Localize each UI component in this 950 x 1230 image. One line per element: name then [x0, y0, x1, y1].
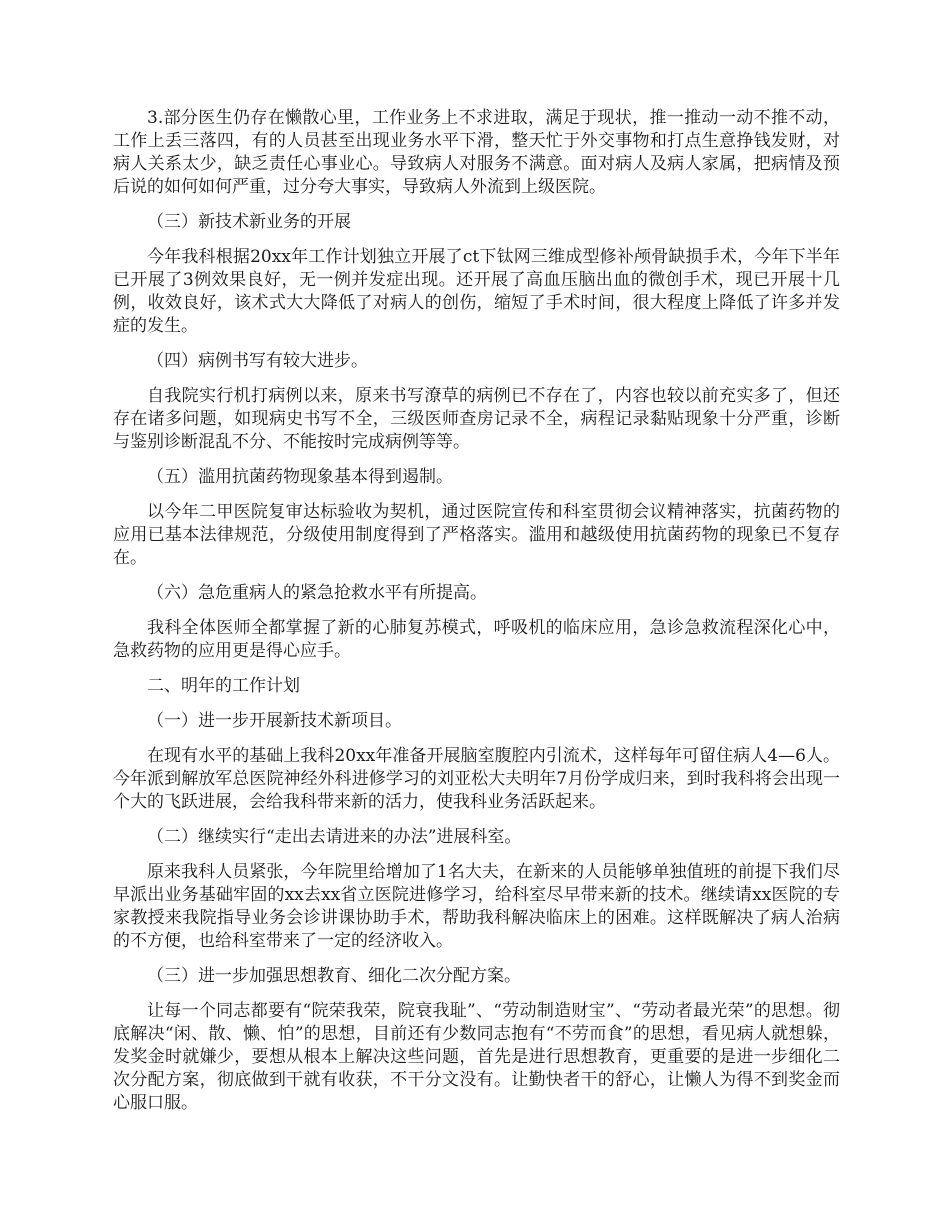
heading-emergency: （六）急危重病人的紧急抢救水平有所提高。	[147, 583, 487, 603]
heading-ideology: （三）进一步加强思想教育、细化二次分配方案。	[147, 966, 521, 986]
para-ideology: 让每一个同志都要有“院荣我荣，院衰我耻”、“劳动制造财宝”、“劳动者最光荣”的思想。彻底解决“闲、散、懒、怕”的思想，目前还有少数同志抱有“不劳而食”的思想，看见病人就想躲，发奖金时就嫌少，要想从根本上解决这些问题，首先是进行思想教育，更重要的是进一步细化二次分配方案，彻底做到干就有收获，不干分文没有。让勤快者干的舒心，让懒人为得不到奖金而心服口服。	[113, 1001, 840, 1113]
heading-new-technology: （三）新技术新业务的开展	[147, 212, 351, 232]
para-new-technology: 今年我科根据20xx年工作计划独立开展了ct下钛网三维成型修补颅骨缺损手术，今年下半年已开展了3例效果良好，无一例并发症出现。还开展了高血压脑出血的微创手术，现已开展十几例，收效良好，该术式大大降低了对病人的创伤，缩短了手术时间，很大程度上降低了许多并发症的发生。	[113, 247, 840, 336]
para-go-out-invite-in: 原来我科人员紧张，今年院里给增加了1名大夫，在新来的人员能够单独值班的前提下我们尽早派出业务基础牢固的xx去xx省立医院进修学习，给科室尽早带来新的技术。继续请xx医院的专家教授来我院指导业务会诊讲课协助手术，帮助我科解决临床上的困难。这样既解决了病人治病的不方便，也给科室带来了一定的经济收入。	[113, 862, 840, 951]
para-emergency: 我科全体医师全都掌握了新的心肺复苏模式，呼吸机的临床应用，急诊急救流程深化心中，急救药物的应用更是得心应手。	[113, 618, 840, 661]
para-new-projects: 在现有水平的基础上我科20xx年准备开展脑室腹腔内引流术，这样每年可留住病人4—6人。今年派到解放军总医院神经外科进修学习的刘亚松大夫明年7月份学成归来，到时我科将会出现一个大的飞跃进展，会给我科带来新的活力，使我科业务活跃起来。	[113, 746, 840, 812]
document-body	[113, 107, 840, 1127]
heading-antibiotics: （五）滥用抗菌药物现象基本得到遏制。	[147, 467, 453, 487]
heading-next-year-plan: 二、明年的工作计划	[147, 676, 300, 696]
para-doctor-attitude: 3.部分医生仍存在懒散心里，工作业务上不求进取，满足于现状，推一推动一动不推不动，工作上丢三落四，有的人员甚至出现业务水平下滑，整天忙于外交事物和打点生意挣钱发财，对病人关系太少，缺乏责任心事业心。导致病人对服务不满意。面对病人及病人家属，把病情及预后说的如何如何严重，过分夸大事实，导致病人外流到上级医院。	[113, 108, 840, 197]
para-medical-records: 自我院实行机打病例以来，原来书写潦草的病例已不存在了，内容也较以前充实多了，但还存在诸多问题，如现病史书写不全，三级医师查房记录不全，病程记录黏贴现象十分严重，诊断与鉴别诊断混乱不分、不能按时完成病例等等。	[113, 386, 840, 452]
heading-go-out-invite-in: （二）继续实行“走出去请进来的办法”进展科室。	[147, 827, 522, 847]
heading-medical-records: （四）病例书写有较大进步。	[147, 351, 368, 371]
heading-new-projects: （一）进一步开展新技术新项目。	[147, 711, 402, 731]
para-antibiotics: 以今年二甲医院复审达标验收为契机，通过医院宣传和科室贯彻会议精神落实，抗菌药物的应用已基本法律规范，分级使用制度得到了严格落实。滥用和越级使用抗菌药物的现象已不复存在。	[113, 502, 840, 568]
